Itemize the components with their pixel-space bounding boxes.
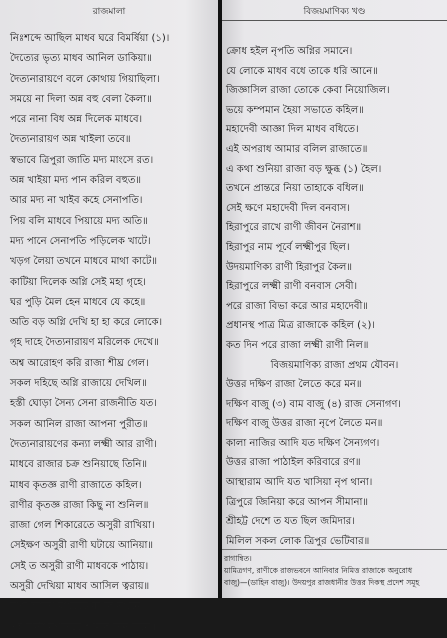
verse-line: কাটিয়া দিলেক অগ্নি সেই মহা গৃহে। — [10, 276, 146, 288]
verse-line: দৈত্যনারায়ণের কন্যা লক্ষ্মী আর রাণী। — [10, 438, 157, 450]
verse-line: রাণীর কৃতজ্ঞ রাজা কিছু না শুনিল॥ — [10, 499, 149, 511]
verse-line: হিরাপুরে লক্ষ্মী রাণী বনবাস সেবী। — [226, 281, 358, 293]
verse-line: আর মদ্য না খাইব কহে সেনাপতি। — [10, 195, 143, 207]
verse-line: অন্ন খাইয়া মদ্য পান করিল বহুত॥ — [10, 175, 142, 187]
verse-line: শ্রীহট্ট দেশে ত যত ছিল জমিদার। — [226, 516, 355, 528]
footnote-line: বাজু)—(ডাহিন বাজু)। উদয়পুর রাজধানীর উত্তর দিকস্থ প্রদেশ সমূহ — [224, 578, 420, 587]
footnote-line: য়ামিত্রগণ, রাণীকে রাজভবনে আনিবার নিমিত্ত রাজাকে অনুরোধ — [224, 566, 413, 575]
verse-line: কালা নাজির আদি যত দক্ষিণ সৈন্যগণ। — [226, 437, 380, 449]
verse-line: স্বভাবে ত্রিপুরা জাতি মদ্য মাংসে রত। — [10, 154, 154, 166]
verse-line: উদয়মাণিক্য রাণী হিরাপুর কৈল॥ — [226, 261, 352, 273]
verse-block — [226, 42, 443, 551]
verse-line: ঘর পুড়ি মৈল হেন মাধবে যে কহে॥ — [10, 296, 146, 308]
verse-line: খড়গ লৈয়া তখনে মাধবে মাথা কাটে॥ — [10, 256, 157, 268]
verse-line: পিয় বলি মাধবে পিয়ায়ে মদ্য অতি॥ — [10, 215, 148, 227]
verse-line: সকল আনিল রাজা আপনা পুরীত॥ — [10, 418, 148, 430]
verse-line: দক্ষিণ বাজু উত্তর রাজা নৃপে লৈতে মন॥ — [226, 418, 383, 430]
verse-line: হিরাপুর নাম পূর্বে লক্ষ্মীপুর ছিল। — [226, 241, 350, 253]
verse-line: দক্ষিণ বাজু (৩) বাম বাজু (৪) রাজ সেনাগণ। — [226, 398, 402, 410]
verse-line: দৈত্যের ভৃত্য মাধব আনিল ডাকিয়া॥ — [10, 53, 152, 65]
verse-line: পরে রাজা বিভা করে আর মহাদেবী॥ — [226, 300, 368, 312]
verse-line: সেই ক্ষণে মহাদেবী দিল বনবাস। — [226, 202, 350, 214]
header-rule — [222, 20, 447, 21]
verse-line: পরে নানা বিধ অন্ন দিলেক মাধবে। — [10, 114, 143, 126]
verse-line: এই অপরাধ আমার বলিল রাজাতে॥ — [226, 143, 368, 155]
verse-line: উত্তর দক্ষিণ রাজা লৈতে করে মন॥ — [226, 379, 362, 391]
verse-line: দৈত্যনারায়ণে বলে কোথায় গিয়াছিলা। — [10, 73, 160, 85]
verse-line: হিরাপুরে রাখে রাণী জীবন নৈরাশ॥ — [226, 222, 362, 234]
verse-line: তখনে প্রান্তরে নিয়া তাহাকে বধিল॥ — [226, 183, 364, 195]
running-head: রাজমালা — [92, 7, 126, 17]
verse-line: রাজা গেল শিকারেতে অসুরী রাখিয়া। — [10, 520, 155, 532]
verse-line: ভয়ে কম্পমান হৈয়া সভাতে কহিল॥ — [226, 104, 364, 116]
verse-line: গৃহ দাহে দৈত্যনারায়ণ মরিলেক দেখে॥ — [10, 337, 159, 349]
verse-line: এই বার্তা নৃপতিয়ে শুনিল তিন দিনে॥ — [10, 621, 156, 633]
verse-line: হস্তী ঘোড়া সৈন্য সেনা রাজনীতি যত। — [10, 398, 157, 410]
verse-block — [10, 29, 216, 638]
verse-line: অসুরী দেখিয়া মাধব আসিল ত্বরায়॥ — [10, 581, 150, 593]
verse-line: অতি বড় অগ্নি দেখি হা হা করে লোকে। — [10, 317, 163, 329]
footnote-line: রাগান্বিত। — [224, 554, 252, 563]
verse-line: নিঃশব্দে আছিল মাধব ঘরে বিমর্ষিয়া (১)। — [10, 33, 170, 44]
verse-line: যে লোকে মাধব বধে তাকে ধরি আনে॥ — [226, 65, 378, 77]
right-page — [222, 0, 447, 598]
verse-line: সকল দহিছে অগ্নি রাজায়ে দেখিল॥ — [10, 378, 147, 390]
footnote-divider — [222, 549, 447, 550]
verse-line: অশ্ব আরোহণ করি রাজা শীঘ্র গেল। — [10, 357, 149, 369]
verse-line: রাণী আজ্ঞা মাধবকে বধিল তখনে। — [10, 601, 144, 613]
verse-line: মাধব কৃতজ্ঞ রাণী রাজাতে কহিল। — [10, 479, 142, 491]
verse-line: কত দিন পরে রাজা লক্ষ্মী রাণী নিল॥ — [226, 339, 369, 351]
verse-line: সময়ে না দিলা অন্ন বহু বেলা কৈলা॥ — [10, 93, 152, 105]
verse-line: সেই ত অসুরী রাণী মাধবকে পাঠায়। — [10, 560, 149, 572]
verse-line: মহাদেবী আজ্ঞা দিল মাধব বধিতে। — [226, 124, 359, 136]
verse-line: উত্তর রাজা পাঠাইল করিবারে রণ॥ — [226, 457, 361, 469]
running-head: বিজয়মাণিক্য খণ্ড — [303, 7, 366, 17]
verse-line: ক্রোধ হইল নৃপতি অগ্নির সমানে। — [226, 46, 353, 57]
verse-line: প্রধানস্থ পাত্র মিত্র রাজাকে কহিল (২)। — [226, 320, 375, 332]
verse-line: সেইক্ষণ অসুরী রাণী ঘটায়ে আনিয়া॥ — [10, 540, 154, 552]
verse-line: মিলিল সকল লোক ত্রিপুর ভেটিবার॥ — [226, 535, 370, 547]
verse-line: আস্থারাম আদি যত খাসিয়া নৃপ থানা। — [226, 477, 373, 489]
footnotes — [224, 553, 445, 589]
verse-line: মাধবে রাজার চক্র শুনিয়াছে তিনি॥ — [10, 459, 148, 471]
verse-line: দৈত্যনারায়ণ অন্ন খাইলা তবে॥ — [10, 134, 131, 146]
verse-line: এ কথা শুনিয়া রাজা বড় ক্ষুব্ধ (১) হৈল। — [226, 163, 382, 175]
verse-line: ত্রিপুরে জিনিয়া করে আপন সীমানা॥ — [226, 496, 369, 508]
left-page — [0, 0, 218, 633]
verse-line: জিজ্ঞাসিল রাজা তোকে কেবা নিয়োজিল। — [226, 85, 390, 97]
verse-line: বিজয়মাণিক্য রাজা প্রথম যৌবন। — [270, 359, 399, 371]
verse-line: মদ্য পানে সেনাপতি পড়িলেক খাটে। — [10, 235, 151, 247]
